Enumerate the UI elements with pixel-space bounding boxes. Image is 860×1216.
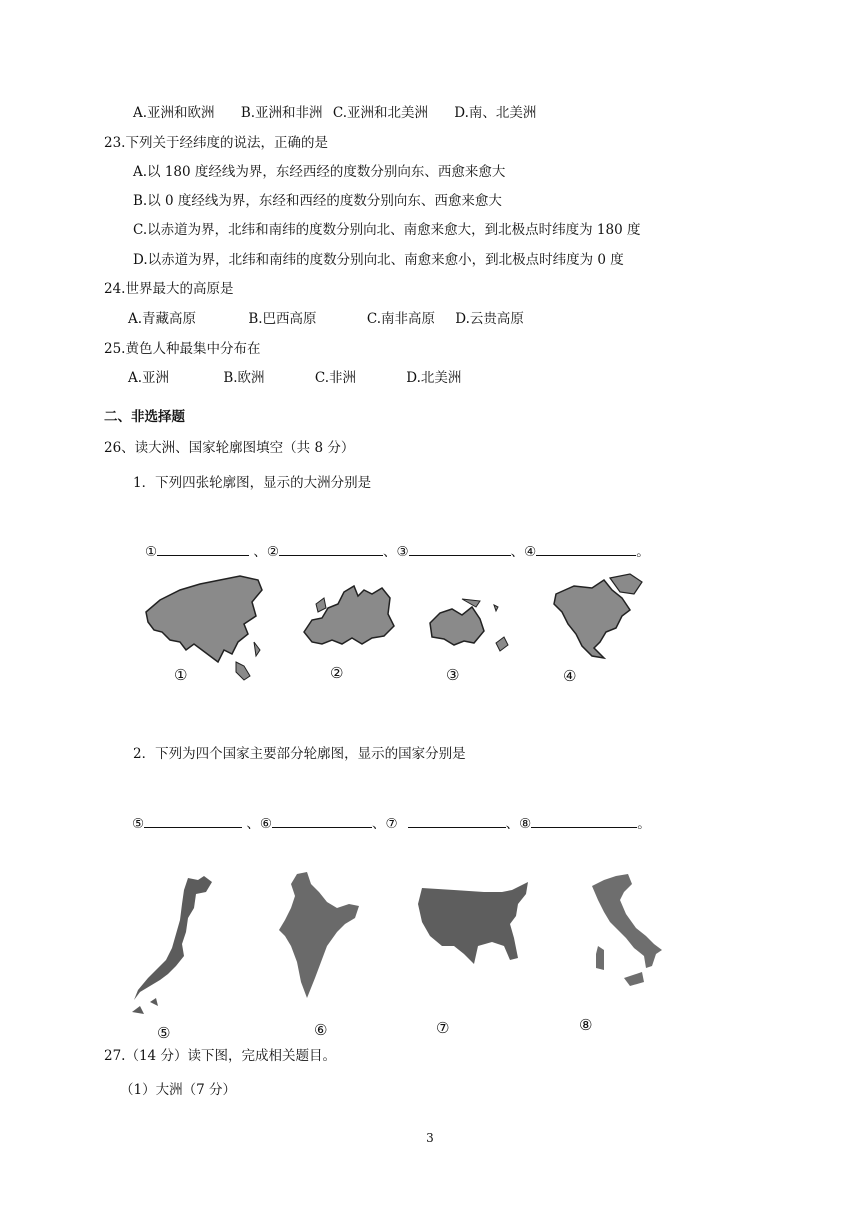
blank-mark-5: ⑤ <box>132 816 145 832</box>
q25-option-a: A.亚洲 <box>128 370 170 386</box>
q23-option-d: D.以赤道为界，北纬和南纬的度数分别向北、南愈来愈小，到北极点时纬度为 0 度 <box>133 252 624 268</box>
q24-option-b: B.巴西高原 <box>248 311 317 327</box>
answer-blank-6[interactable] <box>272 813 372 828</box>
q24-options <box>128 310 524 328</box>
answer-blank-1[interactable] <box>157 541 249 556</box>
page-number: 3 <box>426 1131 434 1145</box>
blank-mark-2: ② <box>266 544 280 560</box>
europe-islands <box>316 598 326 612</box>
q24-option-a: A.青藏高原 <box>128 311 197 327</box>
separator: 、 <box>510 544 525 560</box>
q26-sub1: 1．下列四张轮廓图，显示的大洲分别是 <box>133 475 372 491</box>
europe-shape <box>304 586 394 644</box>
answer-blank-2[interactable] <box>279 541 383 556</box>
blank-mark-4: ④ <box>524 544 537 560</box>
q25-option-b: B.欧洲 <box>223 370 265 386</box>
continent-label-1: ① <box>174 666 188 684</box>
section-2-title: 二、非选择题 <box>104 409 185 425</box>
north-america-map <box>546 572 646 667</box>
country-label-6: ⑥ <box>314 1021 328 1039</box>
italy-islands <box>596 946 644 986</box>
separator: 、 <box>372 816 386 832</box>
japan-islands <box>132 998 158 1014</box>
asia-map <box>140 572 265 684</box>
country-label-8: ⑧ <box>579 1016 593 1034</box>
separator: 、 <box>246 816 260 832</box>
usa-shape <box>418 882 528 964</box>
q26-stem: 26、读大洲、国家轮廓图填空（共 8 分） <box>104 440 355 456</box>
country-label-5: ⑤ <box>157 1024 171 1042</box>
q27-stem: 27.（14 分）读下图，完成相关题目。 <box>104 1048 336 1064</box>
blank-mark-3: ③ <box>396 544 409 560</box>
separator: 、 <box>383 544 397 560</box>
continent-label-4: ④ <box>563 667 577 685</box>
australia-shape <box>430 607 484 645</box>
europe-map <box>298 578 398 658</box>
q25-option-c: C.非洲 <box>314 370 356 386</box>
asia-shape <box>146 576 262 662</box>
answer-blank-3[interactable] <box>409 541 511 556</box>
north-america-shape <box>554 580 630 658</box>
blank-mark-8: ⑧ <box>519 816 532 832</box>
india-shape <box>279 872 359 998</box>
blank-mark-1: ① <box>145 544 158 560</box>
italy-map <box>586 870 666 1000</box>
q25-options <box>128 369 461 387</box>
q22-options <box>133 104 536 122</box>
continent-label-3: ③ <box>446 666 460 684</box>
q23-stem: 23.下列关于经纬度的说法，正确的是 <box>104 135 328 151</box>
q26-sub2: 2．下列为四个国家主要部分轮廓图，显示的国家分别是 <box>133 746 466 762</box>
q23-option-c: C.以赤道为界，北纬和南纬的度数分别向北、南愈来愈大，到北极点时纬度为 180 度 <box>133 222 641 238</box>
answer-blank-5[interactable] <box>144 813 242 828</box>
separator: 、 <box>505 816 520 832</box>
answer-blank-7[interactable] <box>408 813 506 828</box>
q24-option-c: C.南非高原 <box>366 311 435 327</box>
q24-option-d: D.云贵高原 <box>455 311 524 327</box>
continent-label-2: ② <box>330 664 344 682</box>
separator: 、 <box>253 544 267 560</box>
period: 。 <box>636 544 650 560</box>
q22-option-c: C.亚洲和北美洲 <box>332 105 428 121</box>
japan-map <box>128 874 218 1019</box>
japan-shape <box>134 876 212 1000</box>
q22-option-d: D.南、北美洲 <box>454 105 537 121</box>
q25-stem: 25.黄色人种最集中分布在 <box>104 341 261 357</box>
answer-blank-4[interactable] <box>536 541 636 556</box>
q23-option-a: A.以 180 度经线为界，东经西经的度数分别向东、西愈来愈大 <box>133 164 506 180</box>
q27-sub1: （1）大洲（7 分） <box>120 1082 236 1098</box>
blank-mark-7: ⑦ <box>385 816 398 832</box>
blank-mark-6: ⑥ <box>259 816 273 832</box>
q22-option-a: A.亚洲和欧洲 <box>133 105 215 121</box>
q26-continent-blanks <box>145 541 650 561</box>
country-label-7: ⑦ <box>436 1019 450 1037</box>
usa-map <box>414 880 532 975</box>
q25-option-d: D.北美洲 <box>406 370 462 386</box>
q24-stem: 24.世界最大的高原是 <box>104 281 234 297</box>
india-map <box>275 870 365 1005</box>
greenland-shape <box>610 574 642 594</box>
answer-blank-8[interactable] <box>531 813 637 828</box>
q22-option-b: B.亚洲和非洲 <box>240 105 323 121</box>
period: 。 <box>637 816 651 832</box>
q26-country-blanks <box>132 813 651 833</box>
q23-option-b: B.以 0 度经线为界，东经和西经的度数分别向东、西愈来愈大 <box>133 193 502 209</box>
asia-islands <box>236 642 260 680</box>
oceania-map <box>424 585 519 660</box>
